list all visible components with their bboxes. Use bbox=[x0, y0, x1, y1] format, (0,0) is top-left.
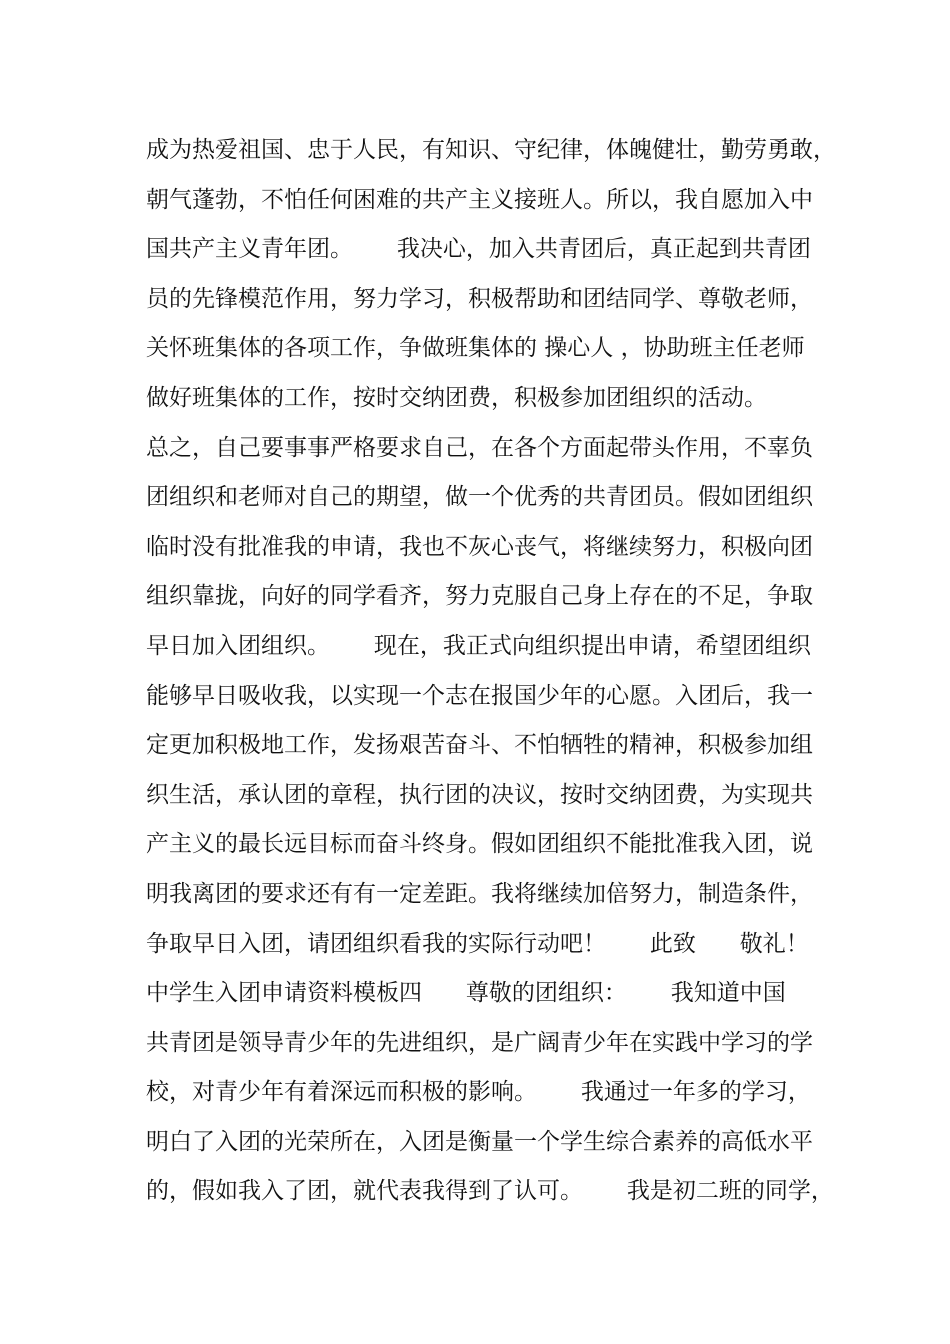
text-line: 总之，自己要事事严格要求自己，在各个方面起带头作用，不辜负 bbox=[146, 434, 813, 461]
document-body bbox=[146, 126, 836, 1217]
text-line: 团组织和老师对自己的期望，做一个优秀的共青团员。假如团组织 bbox=[146, 484, 813, 511]
text-line: 成为热爱祖国、忠于人民，有知识、守纪律，体魄健壮，勤劳勇敢， bbox=[146, 137, 836, 163]
text-line: 国共产主义青年团。 我决心，加入共青团后，真正起到共青团 bbox=[146, 236, 811, 263]
text-line: 共青团是领导青少年的先进组织，是广阔青少年在实践中学习的学 bbox=[146, 1029, 813, 1056]
text-line: 组织靠拢，向好的同学看齐，努力克服自己身上存在的不足，争取 bbox=[146, 583, 813, 610]
text-line: 能够早日吸收我，以实现一个志在报国少年的心愿。入团后，我一 bbox=[146, 682, 813, 709]
text-line: 织生活，承认团的章程，执行团的决议，按时交纳团费，为实现共 bbox=[146, 781, 813, 808]
text-line: 明我离团的要求还有有一定差距。我将继续加倍努力，制造条件， bbox=[146, 880, 813, 907]
text-line: 临时没有批准我的申请，我也不灰心丧气，将继续努力，积极向团 bbox=[146, 533, 813, 560]
text-line: 关怀班集体的各项工作，争做班集体的 操心人 ，协助班主任老师 bbox=[146, 335, 805, 362]
text-line: 的，假如我入了团，就代表我得到了认可。 我是初二班的同学， bbox=[146, 1178, 834, 1205]
text-line: 做好班集体的工作，按时交纳团费，积极参加团组织的活动。 bbox=[146, 384, 767, 411]
text-line: 争取早日入团，请团组织看我的实际行动吧！ 此致 敬礼！ bbox=[146, 930, 809, 957]
text-line: 校，对青少年有着深远而积极的影响。 我通过一年多的学习， bbox=[146, 1079, 811, 1106]
text-line: 早日加入团组织。 现在，我正式向组织提出申请，希望团组织 bbox=[146, 632, 811, 659]
text-line: 员的先锋模范作用，努力学习，积极帮助和团结同学、尊敬老师， bbox=[146, 285, 813, 312]
text-line: 定更加积极地工作，发扬艰苦奋斗、不怕牺牲的精神，积极参加组 bbox=[146, 732, 813, 759]
text-line: 产主义的最长远目标而奋斗终身。假如团组织不能批准我入团，说 bbox=[146, 831, 813, 858]
text-line: 明白了入团的光荣所在，入团是衡量一个学生综合素养的高低水平 bbox=[146, 1128, 813, 1155]
text-line: 朝气蓬勃，不怕任何困难的共产主义接班人。所以，我自愿加入中 bbox=[146, 186, 813, 213]
text-line: 中学生入团申请资料模板四 尊敬的团组织： 我知道中国 bbox=[146, 980, 786, 1007]
